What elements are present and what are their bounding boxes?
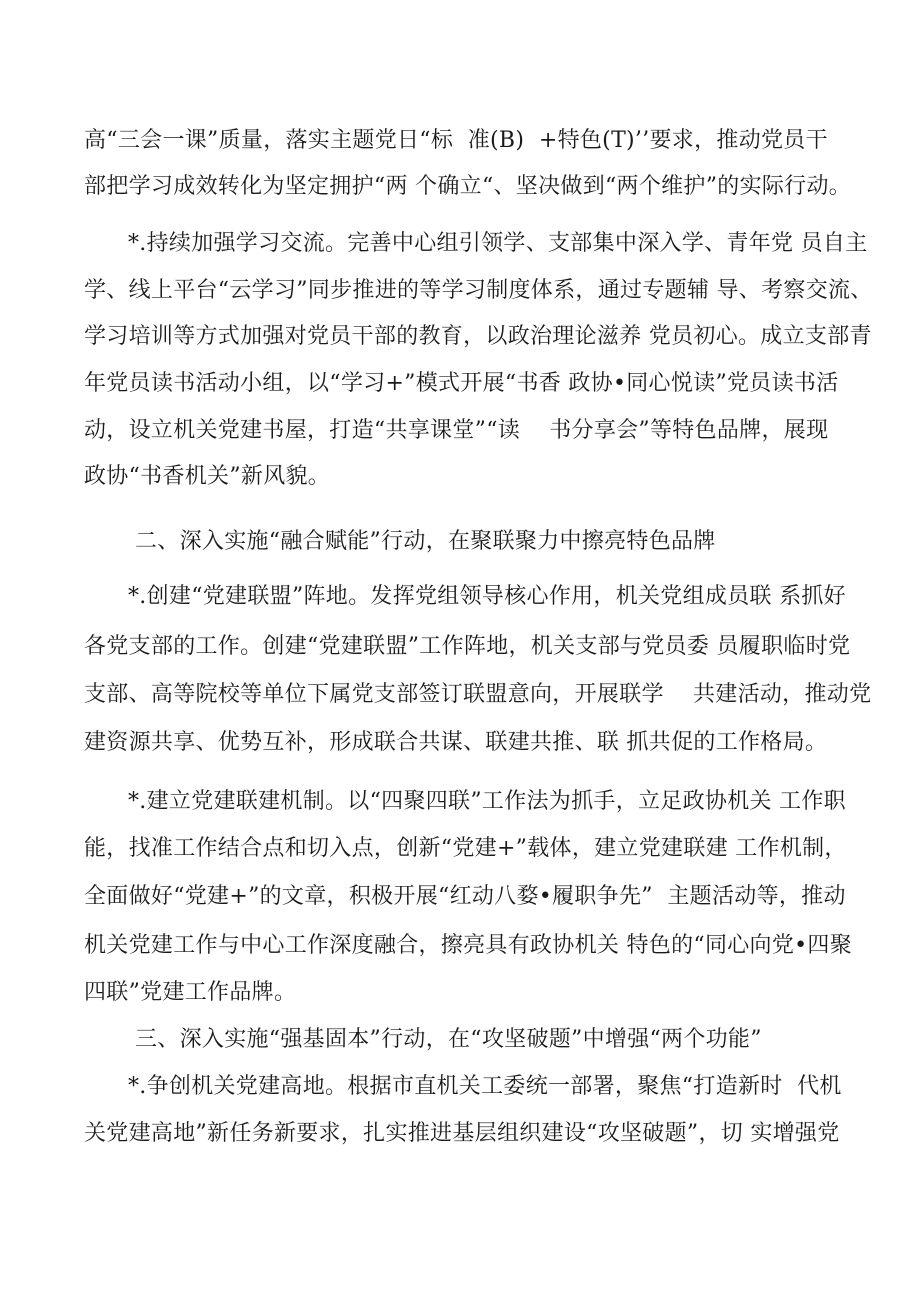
paragraph-line: 部把学习成效转化为坚定拥护“两 个确立“、坚决做到“两个维护”的实际行动。 (84, 174, 852, 199)
paragraph-line: *.争创机关党建高地。根据市直机关工委统一部署，聚焦“打造新时 代机 (128, 1074, 842, 1099)
paragraph-line: 四联”党建工作品牌。 (84, 980, 297, 1005)
paragraph-line: 政协“书香机关”新风貌。 (84, 464, 331, 489)
paragraph-line: *.创建“党建联盟”阵地。发挥党组领导核心作用，机关党组成员联 系抓好 (128, 584, 846, 609)
paragraph-line: 关党建高地”新任务新要求，扎实推进基层组织建设“攻坚破题”，切 实增强党 (84, 1121, 840, 1146)
paragraph-line: *.持续加强学习交流。完善中心组引领学、支部集中深入学、青年党 员自主 (128, 231, 868, 256)
paragraph-line: 学习培训等方式加强对党员干部的教育，以政治理论滋养 党员初心。成立支部青 (84, 324, 872, 349)
section-heading: 二、深入实施“融合赋能”行动，在聚联聚力中擦亮特色品牌 (135, 529, 716, 554)
paragraph-line: 机关党建工作与中心工作深度融合，擦亮具有政协机关 特色的“同心向党•四聚 (84, 933, 853, 958)
paragraph-line: 能，找准工作结合点和切入点，创新“党建+”载体，建立党建联建 工作机制， (84, 836, 847, 861)
paragraph-line: 学、线上平台“云学习”同步推进的等学习制度体系，通过专题辅 导、考察交流、 (84, 278, 873, 303)
paragraph-line: 建资源共享、优势互补，形成联合共谋、联建共推、联 抓共促的工作格局。 (84, 730, 828, 755)
paragraph-line: *.建立党建联建机制。以“四聚四联”工作法为抓手，立足政协机关 工作职 (128, 789, 846, 814)
paragraph-line: 全面做好“党建+”的文章，积极开展“红动八婺•履职争先” 主题活动等，推动 (84, 884, 846, 909)
paragraph-line: 支部、高等院校等单位下属党支部签订联盟意向，开展联学 共建活动，推动党 (84, 682, 872, 707)
paragraph-line: 动，设立机关党建书屋，打造“共享课堂”“读 书分享会”等特色品牌，展现 (84, 418, 829, 443)
paragraph-line: 年党员读书活动小组，以“学习+”模式开展“书香 政协•同心悦读”党员读书活 (84, 371, 839, 396)
section-heading: 三、深入实施“强基固本”行动，在“攻坚破题”中增强“两个功能” (135, 1027, 762, 1052)
paragraph-line: 各党支部的工作。创建“党建联盟”工作阵地，机关支部与党员委 员履职临时党 (84, 634, 851, 659)
paragraph-line: 高“三会一课”质量，落实主题党日“标 准(B) +特色(T)’’要求，推动党员干 (84, 128, 828, 153)
